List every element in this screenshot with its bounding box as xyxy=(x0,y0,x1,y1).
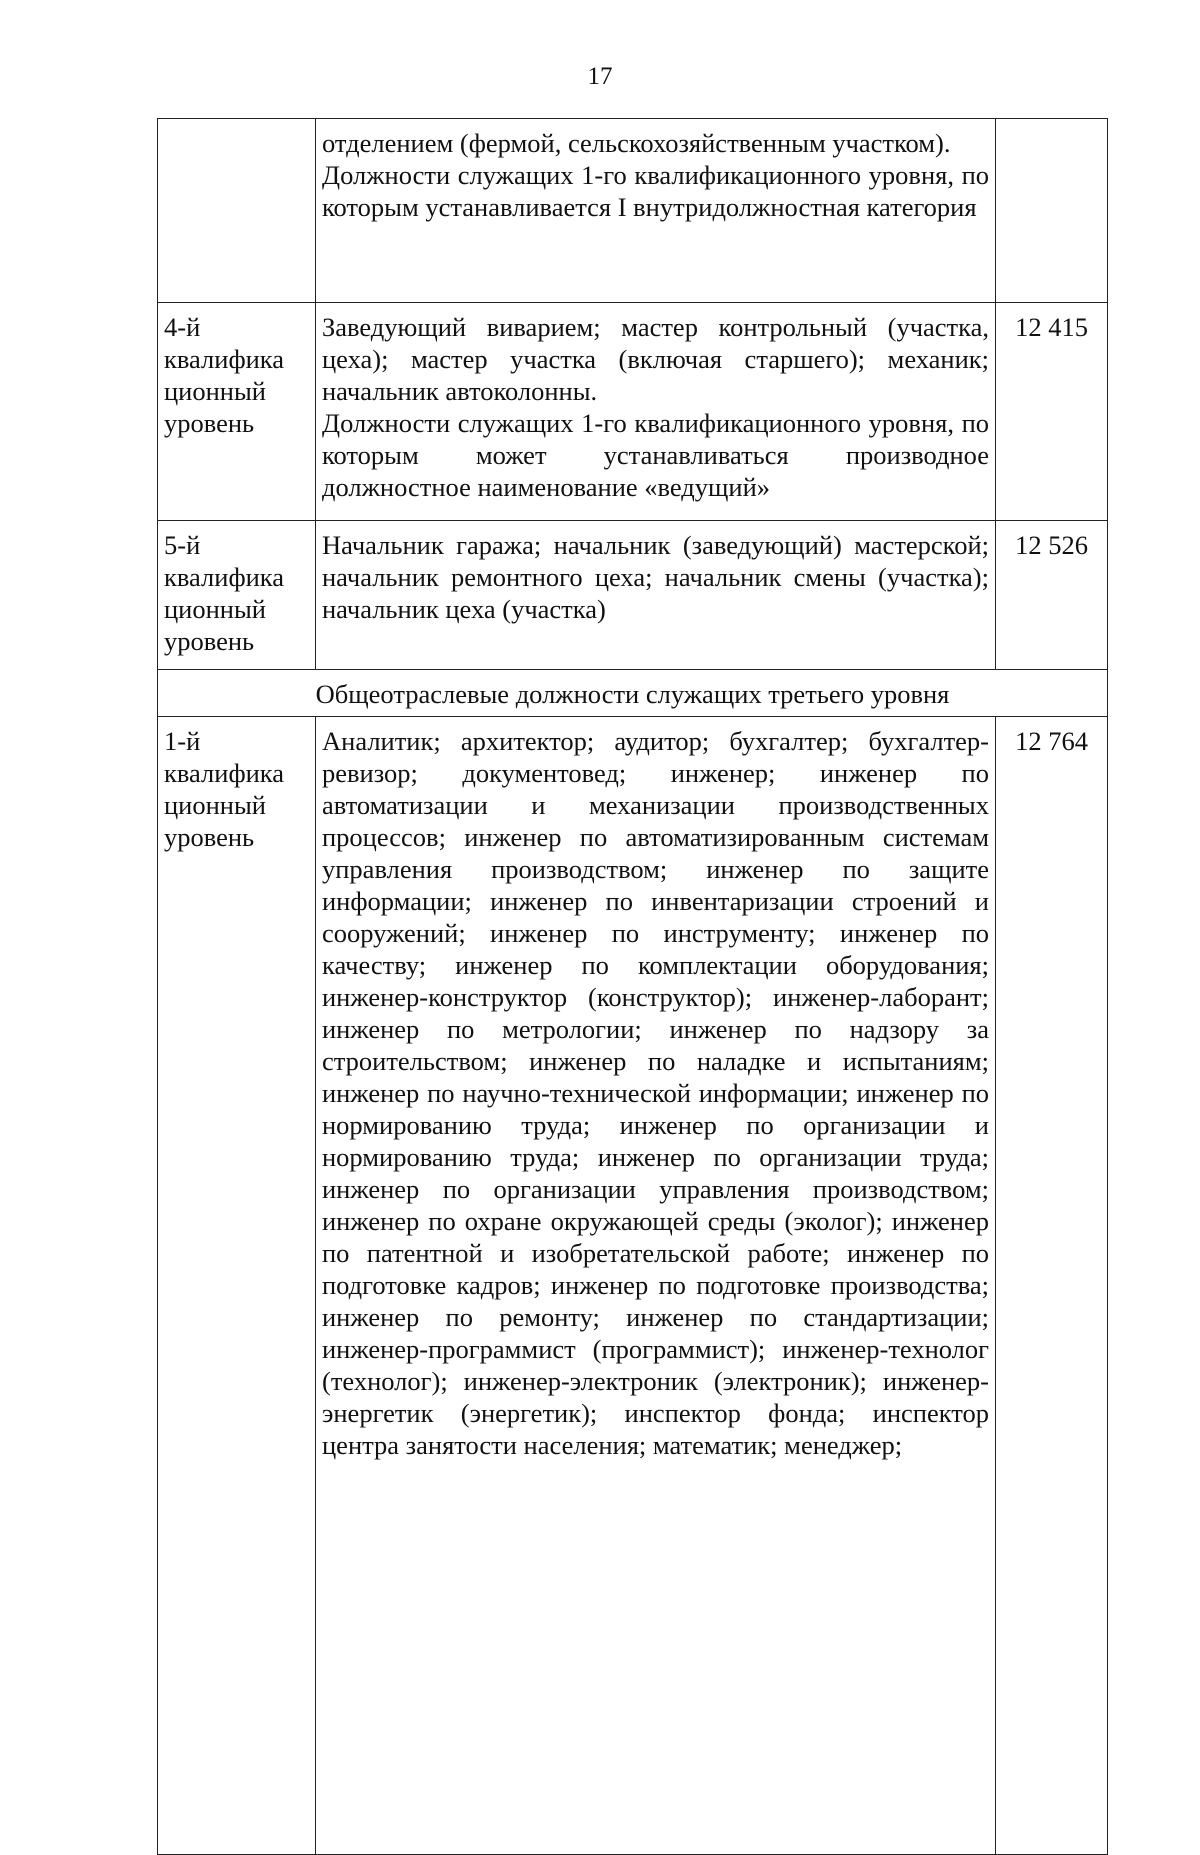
description-cell xyxy=(316,119,996,303)
description-cell xyxy=(316,521,996,670)
page-number: 17 xyxy=(587,63,613,90)
salary-table xyxy=(157,118,1108,1855)
description-paragraph: Аналитик; архитектор; аудитор; бухгалтер; бухгалтер-ревизор; документовед; инженер; инженер по автоматизации и механизации производственных процессов; инженер по автоматизированным системам управления производством; инженер по защите информации; инженер по инвентаризации строений и сооружений; инженер по инструменту; инженер по качеству; инженер по комплектации оборудования; инженер-конструктор (конструктор); инженер-лаборант; инженер по метрологии; инженер по надзору за строительством; инженер по наладке и испытаниям; инженер по научно-технической информации; инженер по нормированию труда; инженер по организации и нормированию труда; инженер по организации труда; инженер по организации управления производством; инженер по охране окружающей среды (эколог); инженер по патентной и изобретательской работе; инженер по подготовке кадров; инженер по подготовке производства; инженер по ремонту; инженер по стандартизации; инженер-программист (программист); инженер-технолог (технолог); инженер-электроник (электроник); инженер-энергетик (энергетик); инспектор фонда; инспектор центра занятости населения; математик; менеджер; xyxy=(322,726,989,1460)
level-line: уровень xyxy=(164,822,255,852)
level-cell xyxy=(158,119,316,303)
table-row xyxy=(158,119,1108,303)
level-line: квалифика xyxy=(164,344,285,374)
description-paragraph: Должности служащих 1-го квалификационного уровня, по которым может устанавливаться производное должностное наименование «ведущий» xyxy=(322,408,989,502)
description-cell xyxy=(316,717,996,1855)
level-line: уровень xyxy=(164,408,255,438)
salary-cell: 12 526 xyxy=(996,521,1108,670)
salary-cell xyxy=(996,119,1108,303)
salary-cell: 12 415 xyxy=(996,303,1108,521)
salary-cell: 12 764 xyxy=(996,717,1108,1855)
table-row xyxy=(158,521,1108,670)
level-line: квалифика xyxy=(164,758,285,788)
level-cell xyxy=(158,521,316,670)
level-line: квалифика xyxy=(164,562,285,592)
section-header-row xyxy=(158,670,1108,717)
level-line: 4-й xyxy=(164,312,201,342)
description-paragraph: Начальник гаража; начальник (заведующий) мастерской; начальник ремонтного цеха; начальник смены (участка); начальник цеха (участка) xyxy=(322,530,989,624)
description-paragraph: отделением (фермой, сельскохозяйственным участком). xyxy=(322,128,951,158)
section-header: Общеотраслевые должности служащих третьего уровня xyxy=(158,670,1108,717)
description-paragraph: Должности служащих 1-го квалификационного уровня, по которым устанавливается I внутридолжностная категория xyxy=(322,160,989,222)
level-line: уровень xyxy=(164,626,255,656)
level-line: ционный xyxy=(164,376,266,406)
description-cell xyxy=(316,303,996,521)
description-paragraph: Заведующий виварием; мастер контрольный (участка, цеха); мастер участка (включая старшего); механик; начальник автоколонны. xyxy=(322,312,989,406)
table-row xyxy=(158,717,1108,1855)
level-cell xyxy=(158,303,316,521)
level-line: 5-й xyxy=(164,530,201,560)
level-line: ционный xyxy=(164,790,266,820)
level-line: 1-й xyxy=(164,726,201,756)
level-cell xyxy=(158,717,316,1855)
level-line: ционный xyxy=(164,594,266,624)
table-row xyxy=(158,303,1108,521)
